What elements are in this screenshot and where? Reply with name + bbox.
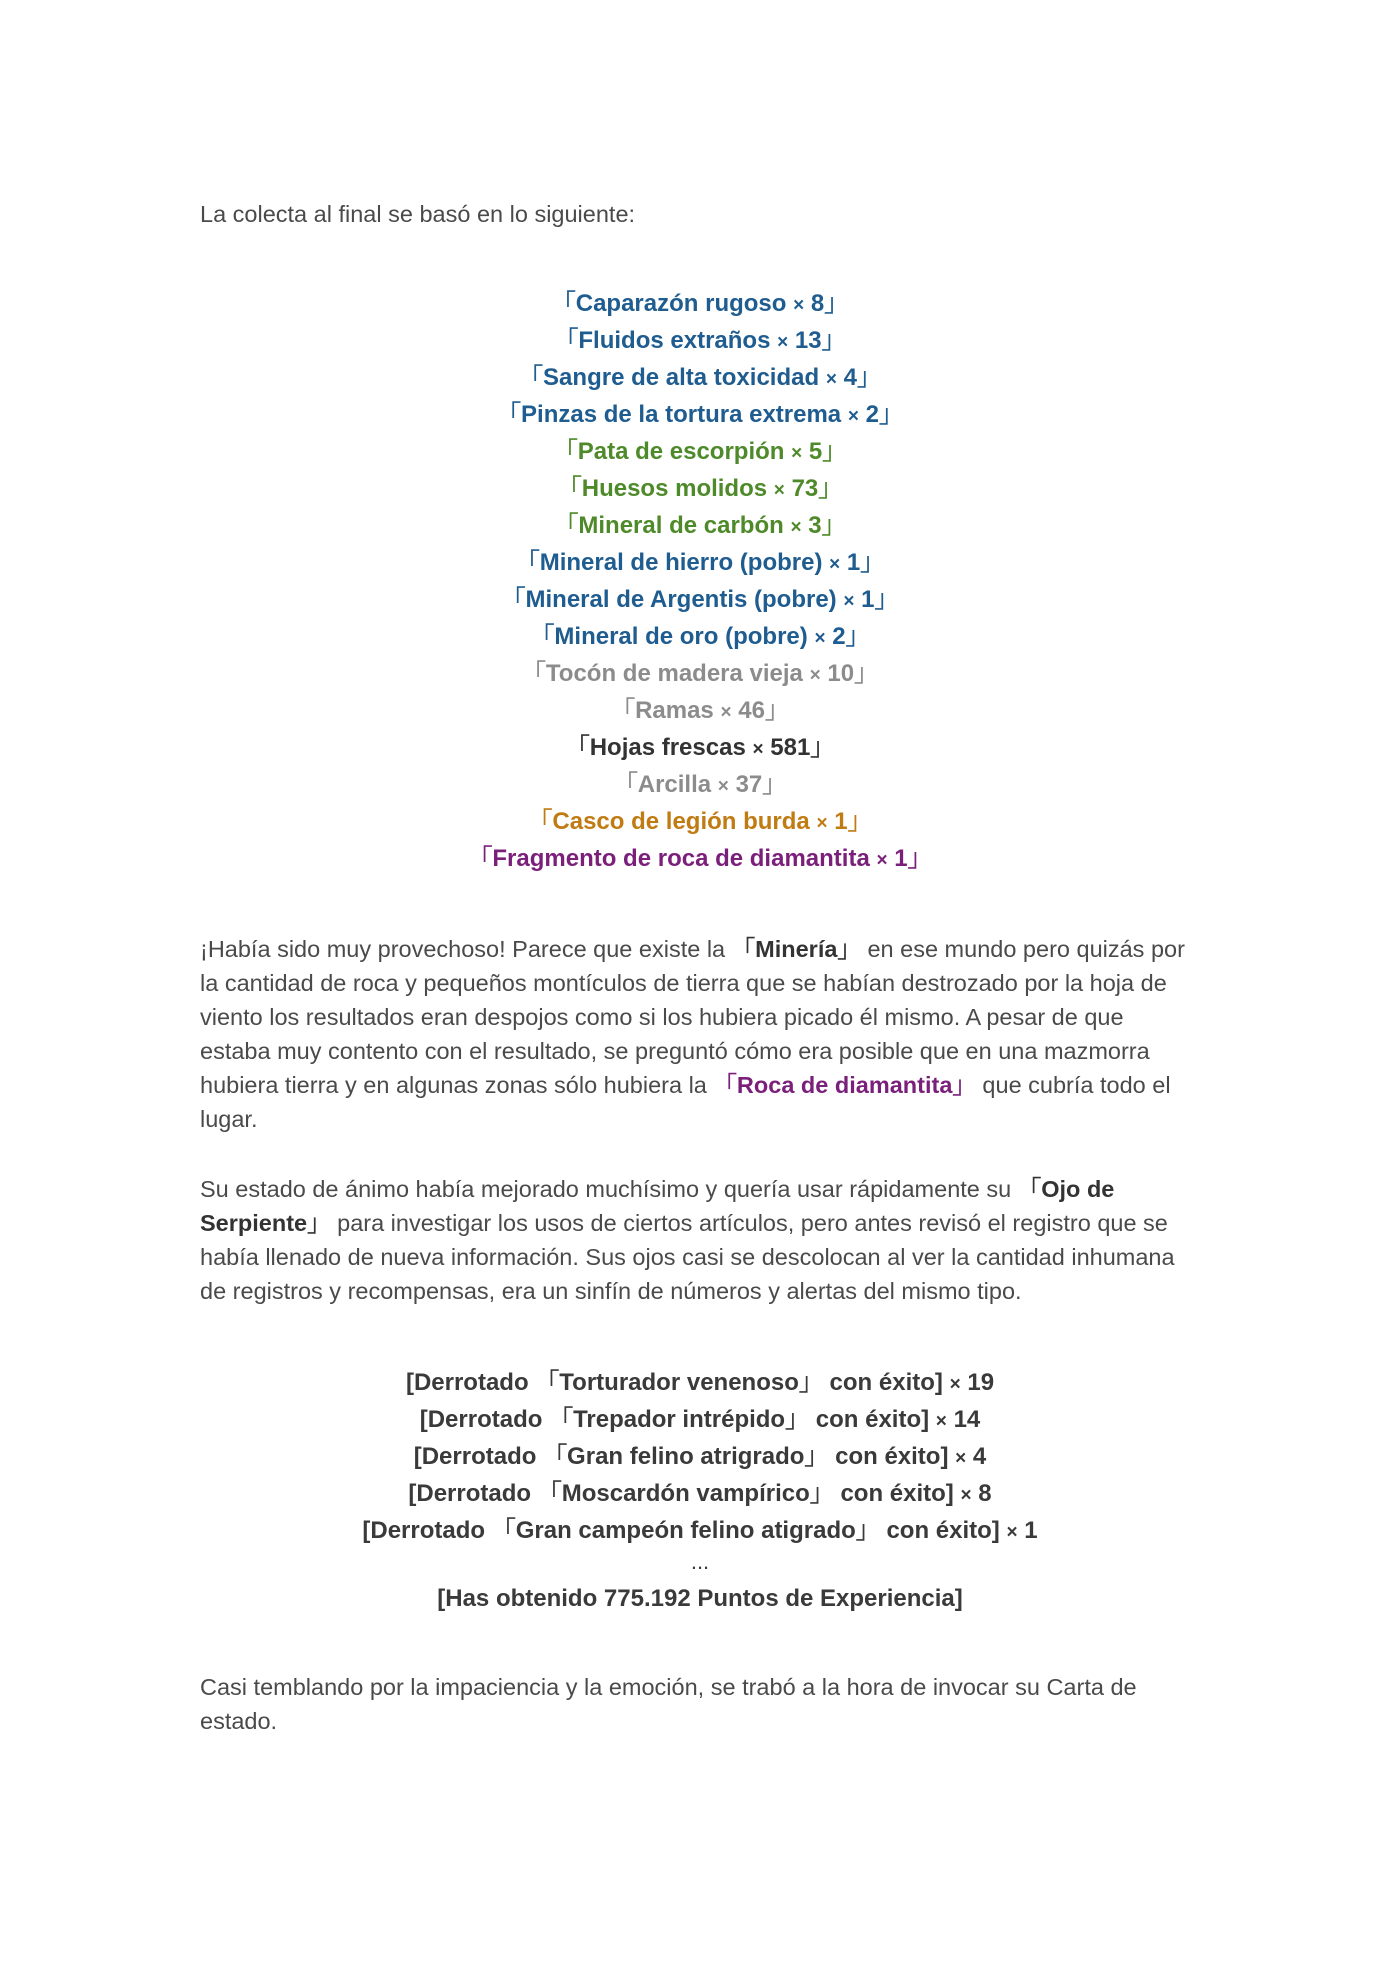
multiply-sign: ×	[847, 406, 859, 427]
loot-item-name: Mineral de hierro (pobre)	[539, 549, 823, 576]
loot-item: 「Fragmento de roca de diamantita × 1」	[468, 845, 932, 872]
log-prefix: [Derrotado	[405, 1369, 536, 1396]
loot-item: 「Mineral de oro (pobre) × 2」	[530, 623, 870, 650]
loot-item-qty: 2	[832, 623, 846, 650]
loot-item-qty: 4	[843, 364, 857, 391]
loot-item: 「Arcilla × 37」	[613, 771, 787, 798]
multiply-sign: ×	[773, 480, 785, 501]
highlight-roca-diamantita: 「Roca de diamantita」	[713, 1072, 976, 1098]
log-entry	[0, 1475, 1400, 1512]
loot-item: 「Caparazón rugoso × 8」	[551, 290, 849, 317]
multiply-sign: ×	[935, 1411, 947, 1432]
multiply-sign: ×	[814, 628, 826, 649]
loot-item-qty: 5	[808, 438, 823, 465]
multiply-sign: ×	[777, 332, 789, 353]
loot-item-qty: 2	[865, 401, 879, 428]
multiply-sign: ×	[793, 295, 805, 316]
log-entry	[0, 1512, 1400, 1549]
log-count: 19	[967, 1369, 995, 1396]
paragraph-status-card: Casi temblando por la impaciencia y la emoción, se trabó a la hora de invocar su Carta de estado.	[200, 1674, 1137, 1734]
log-enemy-name: 「Gran felino atrigrado」	[543, 1443, 829, 1470]
multiply-sign: ×	[949, 1374, 961, 1395]
log-ellipsis: ...	[690, 1549, 710, 1574]
text-segment: ¡Había sido muy provechoso! Parece que existe la	[200, 936, 732, 962]
loot-item-qty: 1	[834, 808, 848, 835]
log-count: 1	[1024, 1517, 1038, 1544]
loot-item-name: Hojas frescas	[589, 734, 746, 761]
combat-log	[0, 1364, 1400, 1549]
loot-item-qty: 10	[827, 660, 855, 687]
loot-item-qty: 73	[791, 475, 819, 502]
loot-item-name: Casco de legión burda	[552, 808, 810, 835]
loot-item-name: Pinzas de la tortura extrema	[521, 401, 842, 428]
log-entry	[0, 1401, 1400, 1438]
loot-item-qty: 46	[738, 697, 765, 724]
loot-item: 「Sangre de alta toxicidad × 4」	[519, 364, 881, 391]
log-enemy-name: 「Moscardón vampírico」	[537, 1480, 834, 1507]
multiply-sign: ×	[816, 813, 828, 834]
multiply-sign: ×	[720, 702, 732, 723]
loot-item-qty: 37	[735, 771, 763, 798]
loot-item: 「Mineral de Argentis (pobre) × 1」	[501, 586, 899, 613]
multiply-sign: ×	[790, 517, 802, 538]
log-suffix: con éxito]	[879, 1517, 1000, 1544]
loot-item: 「Fluidos extraños × 13」	[554, 327, 846, 354]
loot-item-name: Ramas	[635, 697, 714, 724]
log-prefix: [Derrotado	[362, 1517, 492, 1544]
loot-item-qty: 1	[861, 586, 875, 613]
multiply-sign: ×	[1006, 1522, 1018, 1543]
loot-item-name: Fragmento de roca de diamantita	[492, 845, 870, 872]
multiply-sign: ×	[955, 1448, 967, 1469]
multiply-sign: ×	[843, 591, 855, 612]
text-segment: en ese mundo pero quizás por la cantidad de roca y pequeños montículos de tierra que se habían destrozado por la hoja de viento los resultados eran despojos como si los hubiera picado él mismo. A pesar de que estaba muy contento con el resultado, se preguntó cómo era posible que en una mazmorra hubiera tierra y en algunas zonas sólo hubiera la	[200, 936, 1185, 1098]
multiply-sign: ×	[825, 369, 837, 390]
loot-item: 「Tocón de madera vieja × 10」	[521, 660, 879, 687]
highlight-mineria: 「Minería」	[731, 936, 861, 962]
log-count: 14	[953, 1406, 981, 1433]
loot-item-name: Mineral de carbón	[578, 512, 784, 539]
multiply-sign: ×	[717, 776, 729, 797]
log-enemy-name: 「Gran campeón felino atigrado」	[491, 1517, 880, 1544]
loot-item: 「Pinzas de la tortura extrema × 2」	[497, 401, 903, 428]
loot-item-qty: 581	[770, 734, 811, 761]
loot-item-qty: 1	[846, 549, 861, 576]
loot-item-name: Caparazón rugoso	[575, 290, 787, 317]
multiply-sign: ×	[809, 665, 821, 686]
log-suffix: con éxito]	[828, 1443, 949, 1470]
text-segment: Su estado de ánimo había mejorado muchísimo y quería usar rápidamente su	[200, 1176, 1018, 1202]
loot-item-name: Fluidos extraños	[578, 327, 771, 354]
loot-item-name: Arcilla	[637, 771, 712, 798]
loot-item: 「Huesos molidos × 73」	[557, 475, 843, 502]
multiply-sign: ×	[829, 554, 841, 575]
loot-item-name: Mineral de oro (pobre)	[554, 623, 808, 650]
log-prefix: [Derrotado	[408, 1480, 538, 1507]
log-enemy-name: 「Trepador intrépido」	[549, 1406, 810, 1433]
loot-item-name: Pata de escorpión	[577, 438, 785, 465]
loot-item-qty: 3	[808, 512, 822, 539]
text-segment: para investigar los usos de ciertos artículos, pero antes revisó el registro que se había llenado de nueva información. Sus ojos casi se descolocan al ver la cantidad inhumana de registros y recompensas, era un sinfín de números y alertas del mismo tipo.	[200, 1210, 1175, 1304]
loot-item: 「Mineral de carbón × 3」	[554, 512, 846, 539]
log-suffix: con éxito]	[822, 1369, 943, 1396]
log-entry	[0, 1438, 1400, 1475]
loot-item: 「Pata de escorpión × 5」	[553, 438, 847, 465]
text-segment: que cubría todo el lugar.	[200, 1072, 1171, 1132]
loot-list	[0, 285, 1400, 877]
loot-item: 「Casco de legión burda × 1」	[528, 808, 872, 835]
multiply-sign: ×	[791, 443, 803, 464]
loot-item-qty: 13	[794, 327, 822, 354]
loot-item-qty: 1	[894, 845, 908, 872]
paragraph-mood	[200, 1172, 1200, 1308]
log-suffix: con éxito]	[833, 1480, 954, 1507]
log-enemy-name: 「Torturador venenoso」	[535, 1369, 823, 1396]
multiply-sign: ×	[960, 1485, 972, 1506]
log-prefix: [Derrotado	[413, 1443, 544, 1470]
loot-item-name: Tocón de madera vieja	[545, 660, 803, 687]
loot-item-qty: 8	[810, 290, 825, 317]
highlight-ojo-serpiente: 「Ojo de Serpiente」	[200, 1176, 1115, 1236]
multiply-sign: ×	[876, 850, 888, 871]
log-entry	[0, 1364, 1400, 1401]
loot-item-name: Sangre de alta toxicidad	[543, 364, 820, 391]
loot-item-name: Mineral de Argentis (pobre)	[525, 586, 837, 613]
log-prefix: [Derrotado	[419, 1406, 550, 1433]
multiply-sign: ×	[752, 739, 764, 760]
log-count: 8	[978, 1480, 992, 1507]
paragraph-mining	[200, 932, 1200, 1136]
loot-item: 「Mineral de hierro (pobre) × 1」	[515, 549, 885, 576]
intro-paragraph: La colecta al final se basó en lo siguiente:	[200, 201, 636, 227]
experience-total: [Has obtenido 775.192 Puntos de Experiencia]	[437, 1585, 963, 1612]
loot-item: 「Hojas frescas × 581」	[565, 734, 835, 761]
loot-item-name: Huesos molidos	[581, 475, 768, 502]
loot-item: 「Ramas × 46」	[611, 697, 789, 724]
log-count: 4	[972, 1443, 987, 1470]
log-suffix: con éxito]	[809, 1406, 930, 1433]
